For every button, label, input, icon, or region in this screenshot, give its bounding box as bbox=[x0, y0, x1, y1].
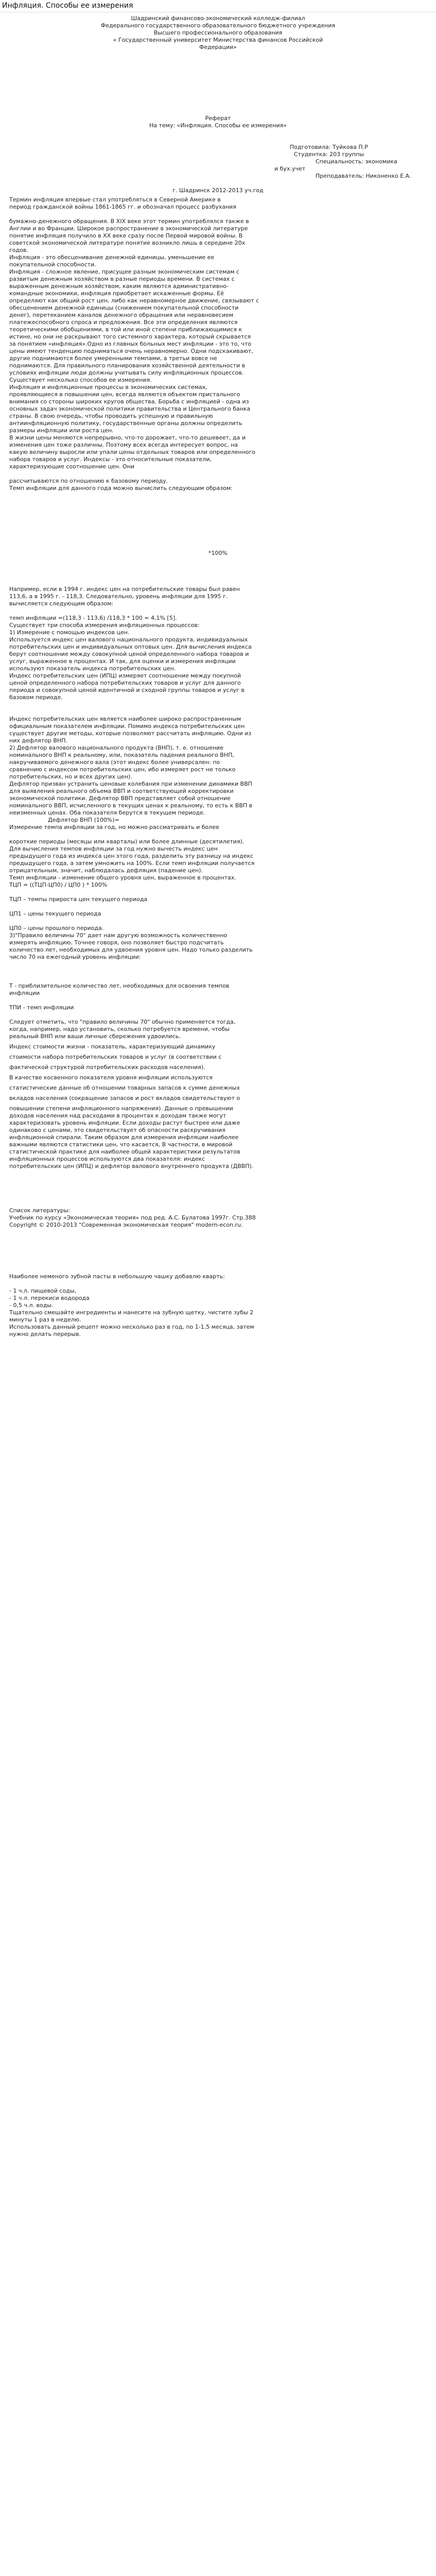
report-type: Реферат bbox=[205, 115, 231, 122]
text-line: накручиваемого денежного вала (этот индекс более универсален: по bbox=[9, 759, 220, 766]
text-line: условиях инфляции люди должны учитывать силу инфляционных процессов. bbox=[9, 369, 244, 376]
text-line: выраженным денежным хозяйством, каким являются административно- bbox=[9, 283, 229, 290]
text-line: сравнению с индексом потребительских цен, ибо измеряет рост не только bbox=[9, 766, 236, 773]
paragraph-hidden bbox=[9, 1074, 427, 1170]
paragraph-pace bbox=[9, 845, 427, 874]
text-line: инфляционной спирали. Таким образом для измерения инфляции наиболее bbox=[9, 1134, 239, 1141]
report-title-block bbox=[9, 115, 427, 129]
text-line: Инфляция - сложное явление, присущее разным экономическим системам с bbox=[9, 268, 240, 275]
text-line: истине, но они не раскрывают того системного характера, который скрывается bbox=[9, 333, 251, 340]
text-line: Измерение темпа инфляции за год, но можно рассматривать и более bbox=[9, 824, 219, 831]
text-line: советской экономической литературе понятие возникло лишь в середине 20х bbox=[9, 240, 246, 246]
text-line: Индекс потребительских цен является наиболее широко распространенным bbox=[9, 716, 241, 722]
text-line: одинаково с ценами, это свидетельствует об опасности раскручивания bbox=[9, 1127, 225, 1133]
institution-header bbox=[9, 15, 427, 51]
text-line: услуг, выраженное в процентах. И так, для оценки и измерения инфляции bbox=[9, 658, 236, 665]
text-line: развитым денежным хозяйством в разные периоды времени. В системах с bbox=[9, 276, 235, 282]
text-line: важными являются статистики цен, что касается, В частности, в мировой bbox=[9, 1141, 233, 1148]
text-line: берут соотношение между совокупной ценой определенного набора товаров и bbox=[9, 651, 249, 657]
header-line: « Государственный университет Министерства финансов Российской bbox=[113, 37, 323, 43]
legend-item: инфляции bbox=[9, 990, 40, 996]
header-line: Федерального государственного образовательного бюджетного учреждения bbox=[100, 22, 336, 29]
text-line: число 70 на ежегодный уровень инфляции: bbox=[9, 954, 141, 960]
paragraph-definition bbox=[9, 254, 427, 268]
literature-title: Список литературы: bbox=[9, 1207, 71, 1214]
author-block bbox=[9, 144, 427, 180]
formula-t: ТЦП = ((ТЦП-ЦП0) / ЦП0 ) * 100% bbox=[9, 882, 108, 888]
text-line: цены имеют тенденцию подниматься очень неравномерно. Одни подскакивают, bbox=[9, 348, 253, 354]
text-line: потребительских цен (ИПЦ) и дефлятор валового внутреннего продукта (ДВВП). bbox=[9, 1163, 254, 1170]
text-line: основных задач экономической политики правительства и Центрального банка bbox=[9, 405, 251, 412]
text-line: вычисляется следующим образом: bbox=[9, 600, 114, 607]
header-line: Федерации» bbox=[199, 44, 237, 50]
text-line: бумажно-денежного обращения. В XIX веке этот термин употреблялся также в bbox=[9, 218, 249, 225]
paragraph-indices bbox=[9, 636, 427, 672]
text-line: экономической политики. Дефлятор ВВП представляет собой отношение bbox=[9, 795, 231, 802]
formula-deflator: Дефлятор ВНП (100%)= bbox=[48, 817, 119, 823]
text-line: повышении степени инфляционного напряжения). Данные о превышении bbox=[9, 1105, 233, 1112]
paragraph-ipc bbox=[9, 672, 427, 701]
text-line: реальный ВНП или ваши личные сбережения удвоились. bbox=[9, 1033, 181, 1040]
text-line: Существует несколько способов ее измерения. bbox=[9, 377, 152, 383]
text-line: поднимаются. Для правильного планирования хозяйственной деятельности в bbox=[9, 362, 246, 369]
text-line: существует другие методы, которые позволяют рассчитать инфляцию. Одни из bbox=[9, 730, 252, 737]
text-line: Следует отметить, что "правило величины 70" обычно применяется тогда, bbox=[9, 1019, 236, 1025]
paragraph-intro bbox=[9, 196, 427, 254]
formula-percent: *100% bbox=[208, 550, 228, 556]
author-specialty-cont: и бух.учет bbox=[274, 165, 306, 172]
legend-list bbox=[9, 896, 427, 932]
text-line: В жизни цены меняются непрерывно, что-то дорожает, что-то дешевеет, да и bbox=[9, 434, 246, 441]
text-line: 113,6, а в 1995 г. - 118,3. Следовательно, уровень инфляции для 1995 г. bbox=[9, 593, 228, 600]
text-line: официальным показателем инфляции. Помимо индекса потребительских цен bbox=[9, 723, 245, 730]
method-2-heading: 2) Дефлятор валового национального продукта (ВНП), т. е. отношение bbox=[9, 744, 223, 751]
recipe-block bbox=[9, 1273, 427, 1338]
text-line: периода и совокупной ценой идентичной и сходной группы товаров и услуг в bbox=[9, 687, 245, 693]
text-line: Англии и во Франции. Широкое распространение в экономической литературе bbox=[9, 225, 248, 232]
text-line: когда, например, надо установить, сколько потребуется времени, чтобы bbox=[9, 1026, 230, 1032]
literature-list bbox=[9, 1214, 427, 1229]
paragraph-formula-intro: Темп инфляции - изменение общего уровня цен, выраженное в процентах. bbox=[9, 874, 236, 881]
text-line: отрицательным, значит, наблюдалась дефляция (падение цен). bbox=[9, 867, 203, 874]
text-line: обесценением денежной единицы (снижением покупательной способности bbox=[9, 304, 239, 311]
text-line: за понятием «инфляция».Одно из главных больных мест инфляции - это то, что bbox=[9, 341, 252, 347]
paragraph-deflator bbox=[9, 752, 427, 781]
page-title: Инфляция. Способы ее измерения bbox=[0, 0, 436, 12]
paragraph-process bbox=[9, 384, 427, 434]
paragraph-tempmeasure bbox=[9, 824, 427, 845]
text-line: Индекс потребительских цен (ИПЦ) измеряет соотношение между покупной bbox=[9, 672, 241, 679]
text-line: Дефлятор призван устранить ценовые колебания при изменении динамики ВВП bbox=[9, 781, 252, 787]
text-line: базовом периоде. bbox=[9, 694, 63, 701]
author-teacher: Преподаватель: Никоненко Е.А. bbox=[316, 173, 411, 179]
document-body bbox=[0, 12, 436, 1338]
text-line: проявляющиеся в повышении цен, всегда являются объектом пристального bbox=[9, 391, 240, 398]
legend-item: ЦП1 – цены текущего периода bbox=[9, 910, 101, 917]
text-line: Инфляция и инфляционные процессы в экономических системах, bbox=[9, 384, 207, 391]
legend2-list bbox=[9, 982, 427, 1011]
paragraph-method3 bbox=[9, 932, 427, 961]
text-line: набора товаров и услуг. Индексы - это относительные показатели, bbox=[9, 456, 212, 463]
text-line: неизменных ценах. Оба показателя берутся в текущем периоде. bbox=[9, 809, 205, 816]
text-line: покупательной способности. bbox=[9, 261, 96, 268]
text-line: короткие периоды (месяцы или кварталы) или более длинные (десятилетия). bbox=[9, 838, 245, 845]
text-line: 3)"Правило величины 70" дает нам другую возможность количественно bbox=[9, 932, 228, 939]
paragraph-complex bbox=[9, 268, 427, 384]
text-line: Термин инфляция впервые стал употребляться в Северной Америке в bbox=[9, 196, 221, 203]
text-line: измерять инфляцию. Точнее говоря, оно позволяет быстро подсчитать bbox=[9, 939, 224, 946]
text-line: другие поднимаются более умеренными темпами, а третьи вовсе не bbox=[9, 355, 217, 362]
text-line: Использовать данный рецепт можно несколько раз в год, по 1-1,5 месяца, затем bbox=[9, 1324, 254, 1330]
literature-item: Copyright © 2010-2013 "Современная экономическая теория" modern-econ.ru. bbox=[9, 1222, 243, 1228]
text-line: Используется индекс цен валового национального продукта, индивидуальных bbox=[9, 636, 248, 643]
header-line: Шадринский финансово-экономический колледж-филиал bbox=[131, 15, 305, 22]
legend-item: Т - приблизительное количество лет, необходимых для освоения темпов bbox=[9, 982, 230, 989]
text-line: денег), перетеканием каналов денежного обращения или неравновесием bbox=[9, 312, 234, 318]
formula-example: темп инфляции =(118,3 - 113,6) /118,3 * 100 = 4,1% [5]. bbox=[9, 615, 177, 621]
text-line: инфляционных процессов используются два показателя: индекс bbox=[9, 1156, 205, 1162]
paragraph-types: Существует три способа измерения инфляционных процессов: bbox=[9, 622, 200, 629]
text-line: теоретическими обобщениями, в той или иной степени приближающимися к bbox=[9, 326, 242, 333]
text-line: потребительских, но и всех других цен). bbox=[9, 773, 132, 780]
header-line: Высшего профессионального образования bbox=[153, 29, 283, 36]
text-line: номинального ВВП, исчисленного в текущих ценах к реальному, то есть к ВВП в bbox=[9, 802, 253, 809]
text-line: платежеспособного спроса и предложения. Все эти определения являются bbox=[9, 319, 238, 326]
paragraph-temp: Темп инфляции для данного года можно вычислить следующим образом: bbox=[9, 485, 233, 492]
legend-item: ЦП0 – цены прошлого периода. bbox=[9, 925, 104, 931]
author-specialty: Специальность: экономика bbox=[316, 158, 397, 165]
paragraph-example bbox=[9, 586, 427, 622]
paragraph-life bbox=[9, 434, 427, 485]
text-line: рассчитываются по отношению к базовому периоду. bbox=[9, 478, 168, 484]
text-line: определяют как общий рост цен, либо как неравномерное движение, связывают с bbox=[9, 297, 259, 304]
text-line: для выявления реального объема ВВП и соответствующей корректировки bbox=[9, 788, 234, 794]
text-line: вкладов населения (сокращение запасов и рост вкладов свидетельствуют о bbox=[9, 1095, 240, 1101]
text-line: - 1 ч.л. перекиси водорода bbox=[9, 1295, 90, 1301]
paragraph-cost bbox=[9, 1043, 427, 1071]
text-line: характеризующие соотношение цен. Они bbox=[9, 463, 135, 470]
text-line: используют показатель индекса потребительских цен. bbox=[9, 665, 176, 672]
report-topic: На тему: «Инфляция. Способы ее измерения» bbox=[149, 122, 287, 129]
text-line: ценой определенного набора потребительских товаров и услуг для данного bbox=[9, 680, 241, 686]
paragraph-deflator2 bbox=[9, 781, 427, 817]
text-line: В качестве косвенного показателя уровня инфляции используются bbox=[9, 1074, 213, 1081]
text-line: антиинфляционную политику, государственные органы должны определить bbox=[9, 420, 242, 427]
text-line: Для вычисления темпов инфляции за год нужно вычесть индекс цен bbox=[9, 845, 218, 852]
author-group: Студентка: 203 группы bbox=[294, 151, 364, 158]
text-line: Инфляция - это обесценивание денежной единицы, уменьшение ее bbox=[9, 254, 215, 261]
paragraph-rule bbox=[9, 1019, 427, 1040]
text-line: статистической практике для наиболее общей характеристики результатов bbox=[9, 1148, 240, 1155]
text-line: внимания со стороны широких кругов общества. Борьба с инфляцией - одна из bbox=[9, 398, 249, 405]
text-line: страны. В свою очередь, чтобы проводить успешную и правильную bbox=[9, 413, 213, 419]
text-line: них дефлятор ВНП. bbox=[9, 737, 67, 744]
text-line: номинального ВНП к реальному, или, показатель падения реального ВНП, bbox=[9, 752, 234, 758]
text-line: характеризовать уровень инфляции. Если доходы растут быстрее или даже bbox=[9, 1120, 240, 1126]
text-line: предыдущего года из индекса цен этого года, разделить эту разницу на индекс bbox=[9, 853, 254, 859]
text-line: количество лет, необходимых для удвоения уровня цен. Надо только разделить bbox=[9, 946, 253, 953]
text-line: стоимости набора потребительских товаров и услуг (в соответствии с bbox=[9, 1054, 222, 1060]
text-line: - 0,5 ч.л. воды. bbox=[9, 1302, 54, 1309]
text-line: Например, если в 1994 г. индекс цен на потребительские товары был равен bbox=[9, 586, 240, 592]
text-line: доходов населения над расходами в процентах к доходам также могут bbox=[9, 1112, 226, 1119]
text-line: минуты 1 раз в неделю. bbox=[9, 1316, 81, 1323]
literature-item: Учебник по курсу «Экономическая теория» под ред. А.С. Булатова 1997г. Стр.388 bbox=[9, 1214, 256, 1221]
text-line: потребительских цен и индивидуальных оптовых цен. Для вычисления индекса bbox=[9, 643, 252, 650]
text-line: период гражданской войны 1861-1865 гг. и обозначал процесс разбухания bbox=[9, 204, 236, 210]
text-line: статистические данные об отношении товарных запасов к сумме денежных bbox=[9, 1084, 240, 1091]
author-prepared: Подготовила: Туйкова П.Р bbox=[290, 144, 368, 150]
legend-item: ТПИ - темп инфляции bbox=[9, 1004, 74, 1011]
place-year: г. Шадринск 2012-2013 уч.год bbox=[172, 187, 264, 194]
method-1-heading: 1) Измерение с помощью индексов цен. bbox=[9, 629, 130, 636]
paragraph-ipc2 bbox=[9, 716, 427, 744]
text-line: Наиболее неменого зубной пасты в небольшую чашку добавлю кварть: bbox=[9, 1273, 225, 1280]
text-line: Тщательно смешайте ингредиенты и нанесите на зубную щетку, чистите зубы 2 bbox=[9, 1309, 254, 1316]
text-line: предыдущего года, а затем умножить на 100%. Если темп инфляции получается bbox=[9, 860, 255, 867]
text-line: какую величину выросли или упали цены отдельных товаров или определенного bbox=[9, 449, 256, 455]
legend-item: ТЦП – темпы прироста цен текущего периода bbox=[9, 896, 148, 903]
text-line: годов. bbox=[9, 247, 28, 253]
text-line: командные экономики, инфляция приобретает искаженные формы. Её bbox=[9, 290, 224, 297]
text-line: понятие инфляция получило в ХХ веке сразу после Первой мировой войны. В bbox=[9, 232, 243, 239]
text-line: фактической структурой потребительских расходов населения). bbox=[9, 1064, 205, 1071]
text-line: нужно делать перерыв. bbox=[9, 1331, 81, 1337]
text-line: размеры инфляции или роста цен. bbox=[9, 427, 114, 434]
text-line: изменения цен тоже различны. Поэтому всех всегда интересует вопрос, на bbox=[9, 442, 238, 448]
text-line: - 1 ч.л. пищевой соды, bbox=[9, 1287, 76, 1294]
text-line: Индекс стоимости жизни - показатель, характеризующий динамику bbox=[9, 1043, 216, 1050]
